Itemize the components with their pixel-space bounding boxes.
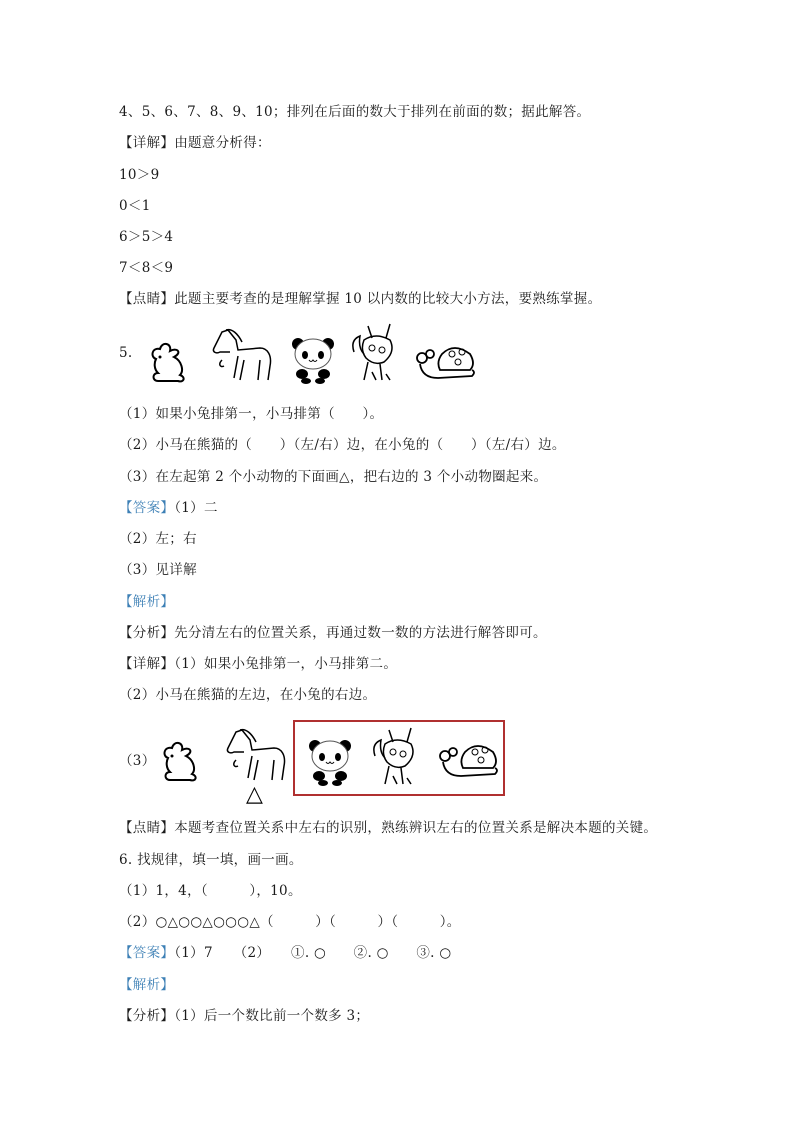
- q6-analysis-label: 【解析】: [119, 977, 175, 993]
- horse-icon: [208, 326, 276, 384]
- detail-label: 【详解】: [119, 656, 175, 672]
- compare-line-4: 7＜8＜9: [119, 260, 174, 276]
- intro-line: 4、5、6、7、8、9、10；排列在后面的数大于排列在前面的数；据此解答。: [119, 104, 591, 120]
- q5-sub1: （1）如果小兔排第一，小马排第（ ）。: [119, 406, 384, 422]
- q6-fenxi: [119, 1007, 369, 1025]
- q6-title: 6. 找规律，填一填，画一画。: [119, 852, 303, 868]
- q5-detail-3-label: （3）: [119, 753, 156, 769]
- q5-animal-row: [148, 322, 478, 384]
- answer-label: 【答案】: [119, 945, 175, 961]
- answer-text: （1）7 （2） ①. ○ ②. ○ ③. ○: [174, 945, 452, 961]
- panda-icon: [290, 334, 336, 384]
- q4-detail: [119, 134, 271, 152]
- q5-fenxi: [119, 624, 547, 642]
- fox-icon: [350, 322, 398, 384]
- fenxi-label: 【分析】: [119, 625, 175, 641]
- q6-sub1: （1）1，4，（ ），10。: [119, 883, 302, 899]
- detail-1: （1）如果小兔排第一，小马排第二。: [174, 656, 398, 672]
- horse-icon: [222, 726, 290, 784]
- answer-label: 【答案】: [119, 500, 175, 516]
- detail-label: 【详解】: [119, 135, 175, 151]
- q6-sub2: （2）○△○○△○○○△（ ）（ ）（ ）。: [119, 914, 461, 930]
- q5-sub2: （2）小马在熊猫的（ ）（左/右）边，在小兔的（ ）（左/右）边。: [119, 437, 566, 453]
- rabbit-icon: [160, 738, 202, 783]
- compare-line-3: 6＞5＞4: [119, 229, 174, 245]
- fenxi-label: 【分析】: [119, 1008, 175, 1024]
- comment-label: 【点睛】: [119, 291, 175, 307]
- panda-icon: [307, 736, 353, 786]
- q5-detail: [119, 655, 397, 673]
- q4-comment: [119, 290, 601, 308]
- q5-number: 5.: [119, 345, 133, 361]
- compare-line-2: 0＜1: [119, 198, 151, 214]
- fenxi-text: 先分清左右的位置关系，再通过数一数的方法进行解答即可。: [174, 625, 547, 641]
- comment-text: 本题考查位置关系中左右的识别，熟练辨识左右的位置关系是解决本题的关键。: [174, 820, 658, 836]
- triangle-mark: △: [246, 782, 263, 807]
- answer-1: （1）二: [174, 500, 218, 516]
- q5-answer: [119, 499, 218, 517]
- turtle-icon: [414, 344, 478, 384]
- comment-text: 此题主要考查的是理解掌握 10 以内数的比较大小方法，要熟练掌握。: [174, 291, 602, 307]
- q5-answer-3: （3）见详解: [119, 562, 197, 578]
- rabbit-icon: [148, 339, 190, 384]
- q5-analysis-label: 【解析】: [119, 594, 175, 610]
- circled-animals-box: [293, 720, 505, 796]
- q5-detail-2: （2）小马在熊猫的左边，在小兔的右边。: [119, 687, 377, 703]
- turtle-icon: [437, 742, 501, 782]
- comment-label: 【点睛】: [119, 820, 175, 836]
- detail-text: 由题意分析得：: [174, 135, 271, 151]
- q5-comment: [119, 819, 657, 837]
- q5-answer-2: （2）左；右: [119, 531, 197, 547]
- compare-line-1: 10＞9: [119, 167, 160, 183]
- fenxi-text: （1）后一个数比前一个数多 3；: [174, 1008, 370, 1024]
- fox-icon: [371, 726, 419, 788]
- q6-answer: [119, 944, 451, 962]
- q5-sub3: （3）在左起第 2 个小动物的下面画△，把右边的 3 个小动物圈起来。: [119, 469, 548, 485]
